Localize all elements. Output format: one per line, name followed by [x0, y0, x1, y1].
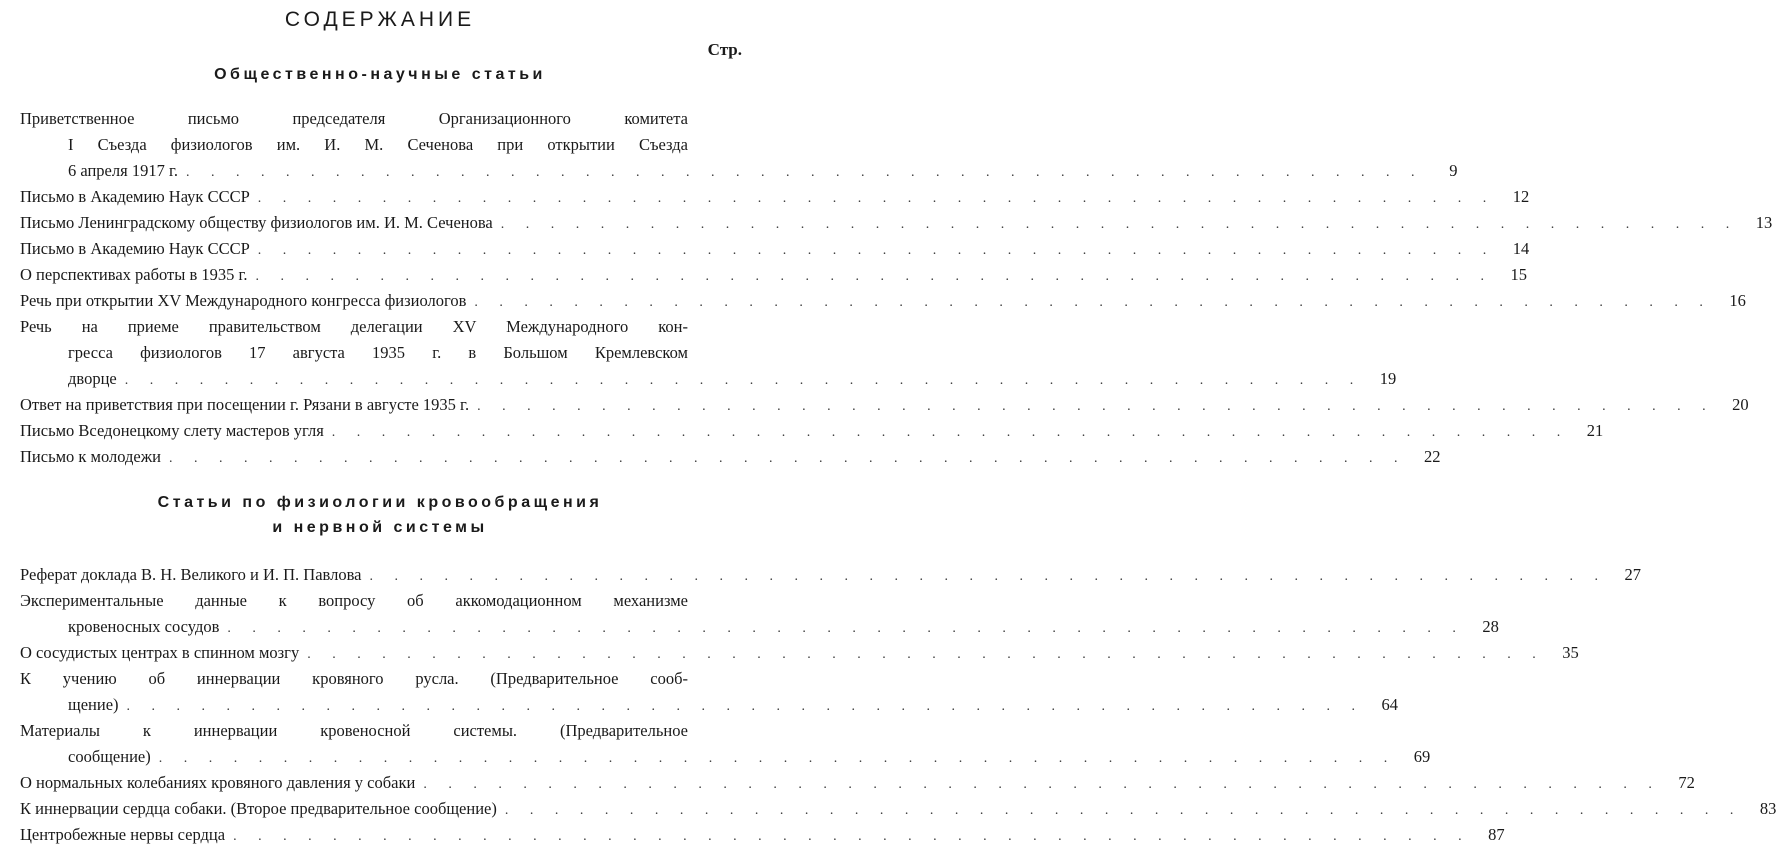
toc-entry[interactable]	[20, 718, 1431, 770]
toc-entry-page: 83	[1759, 799, 1776, 818]
dot-leader: . . . . . . . . . . . . . . . . . . . . . . . . . . . . . . . . . . . . . . . . . . . . . . . . . .	[504, 803, 1743, 818]
section-heading-line: и нервной системы	[272, 519, 488, 536]
toc-entry-page: 21	[1586, 421, 1604, 440]
toc-entry-text: Речь на приеме правительством делегации XV Международного кон-	[20, 317, 688, 336]
toc-entry[interactable]	[20, 210, 1773, 236]
dot-leader: . . . . . . . . . . . . . . . . . . . . . . . . . . . . . . . . . . . . . . . . . . . . . . . . . .	[126, 699, 1365, 714]
toc-entry-page: 22	[1423, 447, 1441, 466]
toc-entry-page: 14	[1512, 239, 1530, 258]
dot-leader: . . . . . . . . . . . . . . . . . . . . . . . . . . . . . . . . . . . . . . . . . . . . . . . . . .	[307, 647, 1545, 662]
toc-entry-text: Письмо в Академию Наук СССР	[20, 187, 250, 206]
section-heading-social	[0, 62, 760, 87]
toc-entry[interactable]	[20, 418, 1604, 444]
toc-entry-text: Ответ на приветствия при посещении г. Рязани в августе 1935 г.	[20, 395, 470, 414]
toc-entry[interactable]	[20, 184, 1530, 210]
dot-leader: . . . . . . . . . . . . . . . . . . . . . . . . . . . . . . . . . . . . . . . . . . . . . . . . . .	[369, 569, 1607, 584]
dot-leader: . . . . . . . . . . . . . . . . . . . . . . . . . . . . . . . . . . . . . . . . . . . . . . . . . .	[257, 243, 1496, 258]
toc-entry-text: К учению об иннервации кровяного русла. (Предварительное сооб-	[20, 669, 688, 688]
toc-entry-page: 69	[1413, 747, 1431, 766]
section-heading-physiology	[0, 490, 760, 540]
toc-entry[interactable]	[20, 562, 1641, 588]
toc-entry-page: 72	[1678, 773, 1695, 792]
toc-entry-text: Приветственное письмо председателя Организационного комитета	[20, 109, 688, 128]
section-entries-physiology	[20, 562, 1776, 848]
toc-entry-text: Экспериментальные данные к вопросу об аккомодационном механизме	[20, 591, 688, 610]
dot-leader: . . . . . . . . . . . . . . . . . . . . . . . . . . . . . . . . . . . . . . . . . . . . . . . . . .	[257, 191, 1496, 206]
toc-entry-page: 35	[1562, 643, 1579, 662]
toc-entry[interactable]	[20, 588, 1499, 640]
dot-leader: . . . . . . . . . . . . . . . . . . . . . . . . . . . . . . . . . . . . . . . . . . . . . . . . . .	[474, 295, 1712, 310]
toc-entry-page: 87	[1488, 825, 1505, 844]
toc-entry[interactable]	[20, 262, 1528, 288]
toc-entry-text: гресса физиологов 17 августа 1935 г. в Большом Кремлевском	[68, 343, 688, 362]
toc-entry[interactable]	[20, 640, 1579, 666]
toc-entry[interactable]	[20, 770, 1695, 796]
dot-leader: . . . . . . . . . . . . . . . . . . . . . . . . . . . . . . . . . . . . . . . . . . . . . . . . . .	[168, 451, 1407, 466]
toc-entry[interactable]	[20, 822, 1505, 848]
toc-entry-text: сообщение)	[68, 747, 151, 766]
section-entries-social	[20, 106, 1773, 470]
toc-entry-text: К иннервации сердца собаки. (Второе предварительное сообщение)	[20, 799, 497, 818]
toc-entry-text: дворце	[68, 369, 117, 388]
toc-entry-text: О перспективах работы в 1935 г.	[20, 265, 248, 284]
toc-entry[interactable]	[20, 392, 1749, 418]
toc-entry-page: 19	[1379, 369, 1397, 388]
dot-leader: . . . . . . . . . . . . . . . . . . . . . . . . . . . . . . . . . . . . . . . . . . . . . . . . . .	[500, 217, 1739, 232]
dot-leader: . . . . . . . . . . . . . . . . . . . . . . . . . . . . . . . . . . . . . . . . . . . . . . . . . .	[227, 621, 1465, 636]
dot-leader: . . . . . . . . . . . . . . . . . . . . . . . . . . . . . . . . . . . . . . . . . . . . . . . . . .	[186, 165, 1424, 180]
dot-leader: . . . . . . . . . . . . . . . . . . . . . . . . . . . . . . . . . . . . . . . . . . . . . . . . . .	[331, 425, 1570, 440]
toc-entry-text: Речь при открытии XV Международного конгресса физиологов	[20, 291, 467, 310]
dot-leader: . . . . . . . . . . . . . . . . . . . . . . . . . . . . . . . . . . . . . . . . . . . . . . . . . .	[423, 777, 1661, 792]
toc-entry-text: I Съезда физиологов им. И. М. Сеченова при открытии Съезда	[68, 135, 688, 154]
toc-entry-text: Реферат доклада В. Н. Великого и И. П. Павлова	[20, 565, 362, 584]
toc-entry[interactable]	[20, 236, 1530, 262]
page-title: СОДЕРЖАНИЕ	[284, 8, 476, 31]
toc-entry[interactable]	[20, 314, 1397, 392]
dot-leader: . . . . . . . . . . . . . . . . . . . . . . . . . . . . . . . . . . . . . . . . . . . . . . . . . .	[158, 751, 1397, 766]
toc-entry-page: 28	[1482, 617, 1499, 636]
toc-entry-page: 13	[1755, 213, 1773, 232]
dot-leader: . . . . . . . . . . . . . . . . . . . . . . . . . . . . . . . . . . . . . . . . . . . . . . . . . .	[477, 399, 1715, 414]
toc-entry[interactable]	[20, 666, 1399, 718]
toc-entry-text: Письмо к молодежи	[20, 447, 161, 466]
toc-entry-text: кровеносных сосудов	[68, 617, 220, 636]
toc-entry[interactable]	[20, 288, 1746, 314]
toc-entry-text: Письмо Вседонецкому слету мастеров угля	[20, 421, 324, 440]
dot-leader: . . . . . . . . . . . . . . . . . . . . . . . . . . . . . . . . . . . . . . . . . . . . . . . . . .	[124, 373, 1363, 388]
dot-leader: . . . . . . . . . . . . . . . . . . . . . . . . . . . . . . . . . . . . . . . . . . . . . . . . . .	[233, 829, 1471, 844]
toc-entry-text: О сосудистых центрах в спинном мозгу	[20, 643, 300, 662]
section-heading-line: Статьи по физиологии кровообращения	[157, 494, 603, 511]
toc-entry-text: О нормальных колебаниях кровяного давления у собаки	[20, 773, 416, 792]
toc-entry-page: 9	[1449, 161, 1458, 180]
dot-leader: . . . . . . . . . . . . . . . . . . . . . . . . . . . . . . . . . . . . . . . . . . . . . . . . . .	[255, 269, 1494, 284]
toc-entry-text: щение)	[68, 695, 119, 714]
toc-entry-text: Материалы к иннервации кровеносной системы. (Предварительное	[20, 721, 688, 740]
toc-entry-page: 15	[1510, 265, 1528, 284]
toc-entry-text: Письмо Ленинградскому обществу физиологов им. И. М. Сеченова	[20, 213, 493, 232]
toc-entry-page: 27	[1624, 565, 1641, 584]
toc-entry-page: 12	[1512, 187, 1530, 206]
section-heading-line: Общественно-научные статьи	[214, 66, 546, 83]
toc-entry-page: 20	[1732, 395, 1749, 414]
toc-entry[interactable]	[20, 444, 1441, 470]
page-column-label: Стр.	[707, 40, 742, 59]
toc-entry[interactable]	[20, 796, 1776, 822]
toc-entry-text: Письмо в Академию Наук СССР	[20, 239, 250, 258]
toc-entry-text: Центробежные нервы сердца	[20, 825, 226, 844]
toc-entry-page: 16	[1729, 291, 1746, 310]
toc-entry-text: 6 апреля 1917 г.	[68, 161, 178, 180]
toc-entry[interactable]	[20, 106, 1458, 184]
toc-entry-page: 64	[1381, 695, 1399, 714]
